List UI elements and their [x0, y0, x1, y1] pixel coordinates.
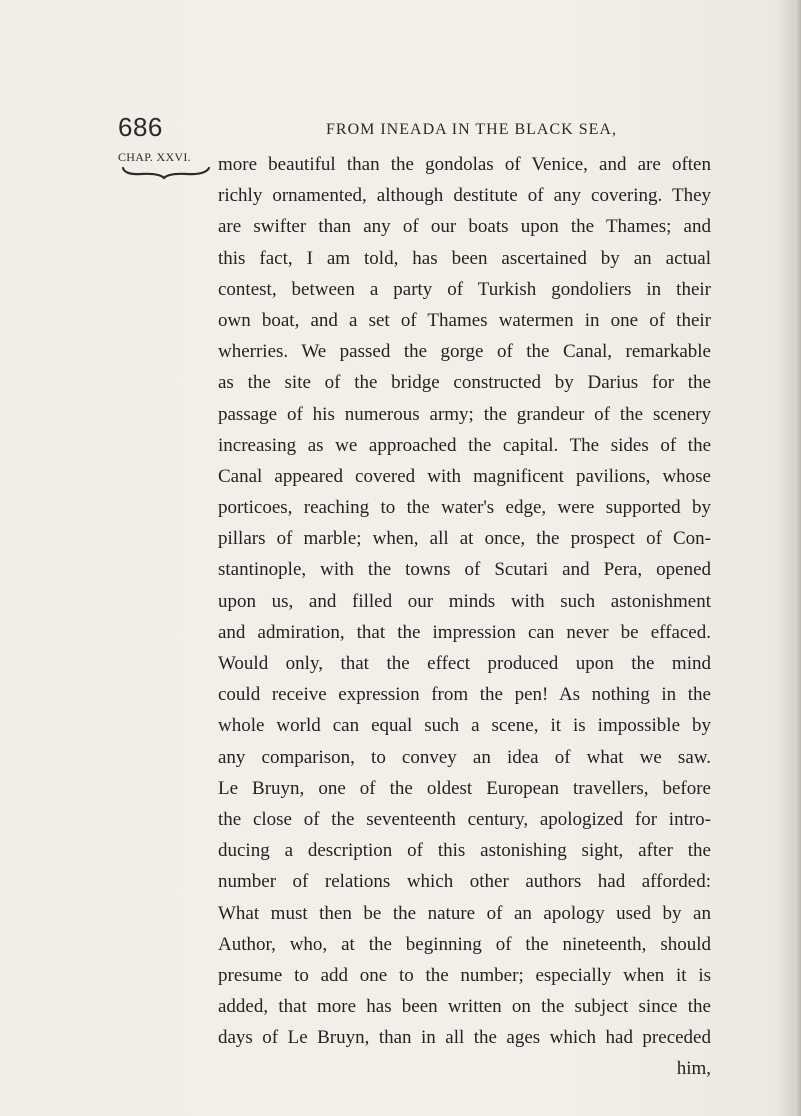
text-line: stantinople, with the towns of Scutari and Pera, opened [218, 559, 711, 581]
text-line: days of Le Bruyn, than in all the ages which had preceded [218, 1027, 711, 1049]
text-line: and admiration, that the impression can never be effaced. [218, 621, 711, 643]
text-line: could receive expression from the pen! As nothing in the [218, 684, 711, 706]
text-line: pillars of marble; when, all at once, the prospect of Con- [218, 528, 711, 550]
brace-ornament-icon [121, 166, 211, 180]
text-line: any comparison, to convey an idea of what we saw. [218, 746, 711, 768]
text-line: are swifter than any of our boats upon the Thames; and [218, 216, 711, 238]
text-line: Would only, that the effect produced upon the mind [218, 653, 711, 674]
text-line: porticoes, reaching to the water's edge, were supported by [218, 497, 711, 519]
text-line: own boat, and a set of Thames watermen in one of their [218, 309, 711, 331]
text-line: Author, who, at the beginning of the nineteenth, should [218, 933, 711, 955]
text-line: more beautiful than the gondolas of Venice, and are often [218, 154, 711, 175]
text-line: him, [676, 1058, 711, 1080]
text-line: ducing a description of this astonishing sight, after the [218, 840, 711, 862]
text-line: Le Bruyn, one of the oldest European travellers, before [218, 777, 711, 799]
text-line: as the site of the bridge constructed by Darius for the [218, 372, 711, 394]
text-line: passage of his numerous army; the grandeur of the scenery [218, 403, 711, 425]
text-line: What must then be the nature of an apology used by an [218, 902, 711, 924]
text-line: whole world can equal such a scene, it is impossible by [218, 715, 711, 737]
page-edge [795, 0, 801, 1116]
page-number: 686 [118, 112, 163, 142]
text-line: contest, between a party of Turkish gondoliers in their [218, 278, 711, 300]
running-title: FROM INEADA IN THE BLACK SEA, [326, 121, 617, 138]
text-line: this fact, I am told, has been ascertained by an actual [218, 247, 711, 269]
text-line: presume to add one to the number; especially when it is [218, 964, 711, 986]
text-line: richly ornamented, although destitute of any covering. They [218, 185, 711, 207]
text-line: the close of the seventeenth century, apologized for intro- [218, 808, 711, 830]
text-line: wherries. We passed the gorge of the Canal, remarkable [218, 341, 711, 363]
text-line: added, that more has been written on the subject since the [218, 996, 711, 1018]
text-line: Canal appeared covered with magnificent pavilions, whose [218, 465, 711, 487]
text-line: increasing as we approached the capital. The sides of the [218, 434, 711, 456]
chapter-label: CHAP. XXVI. [118, 150, 191, 164]
body-text [218, 149, 711, 1085]
text-line: upon us, and filled our minds with such astonishment [218, 590, 711, 612]
text-line: number of relations which other authors had afforded: [218, 871, 711, 893]
